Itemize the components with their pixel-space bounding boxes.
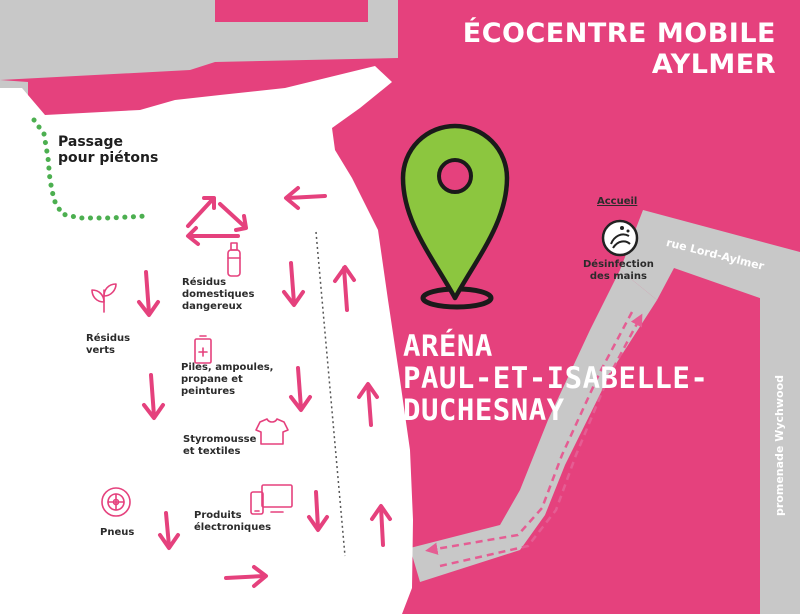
station-tires-line-1: Pneus (100, 527, 135, 538)
station-batteries-line-1: Piles, ampoules, (181, 362, 274, 373)
disinfection-line-1: Désinfection (583, 259, 654, 270)
station-electronics-line-1: Produits (194, 510, 242, 521)
venue-name-line-3: DUCHESNAY (403, 393, 565, 427)
station-batteries-label (181, 362, 273, 398)
station-electronics-line-2: électroniques (194, 522, 272, 533)
station-textiles-line-1: Styromousse (183, 434, 257, 445)
disinfection-label (583, 259, 654, 283)
street-wychwood: promenade Wychwood (773, 374, 786, 516)
station-hazardous-line-1: Résidus (182, 277, 227, 288)
road-top-left (0, 0, 398, 80)
station-hazardous-line-3: dangereux (182, 301, 243, 312)
welcome-label: Accueil (597, 196, 638, 207)
station-hazardous-line-2: domestiques (182, 289, 255, 300)
title-line-1: ÉCOCENTRE MOBILE (462, 18, 776, 49)
pin-hole (439, 160, 471, 192)
venue-name-line-1: ARÉNA (403, 329, 493, 363)
station-hazardous-label (182, 277, 254, 313)
map-pin-icon (403, 126, 507, 307)
venue-name (403, 330, 708, 426)
station-electronics-label (194, 510, 271, 534)
station-textiles-label (183, 434, 256, 458)
station-batteries-line-3: peintures (181, 386, 236, 397)
street-lord-aylmer: rue Lord-Aylmer (664, 236, 766, 273)
station-green-line-2: verts (86, 345, 115, 356)
station-batteries-line-2: propane et (181, 374, 243, 385)
pedestrian-label-line-2: pour piétons (58, 150, 159, 166)
pin-body (403, 126, 507, 298)
station-tires-label (100, 527, 134, 539)
pedestrian-crossing-label (58, 134, 158, 166)
pedestrian-label-line-1: Passage (58, 134, 123, 150)
station-green-label (86, 333, 130, 357)
disinfection-line-2: des mains (589, 271, 647, 282)
title-line-2: AYLMER (651, 49, 776, 80)
station-textiles-line-2: et textiles (183, 446, 241, 457)
hand-sanitizer-icon (603, 221, 637, 255)
map-title (463, 18, 776, 80)
venue-name-line-2: PAUL-ET-ISABELLE- (403, 361, 709, 395)
station-green-line-1: Résidus (86, 333, 131, 344)
